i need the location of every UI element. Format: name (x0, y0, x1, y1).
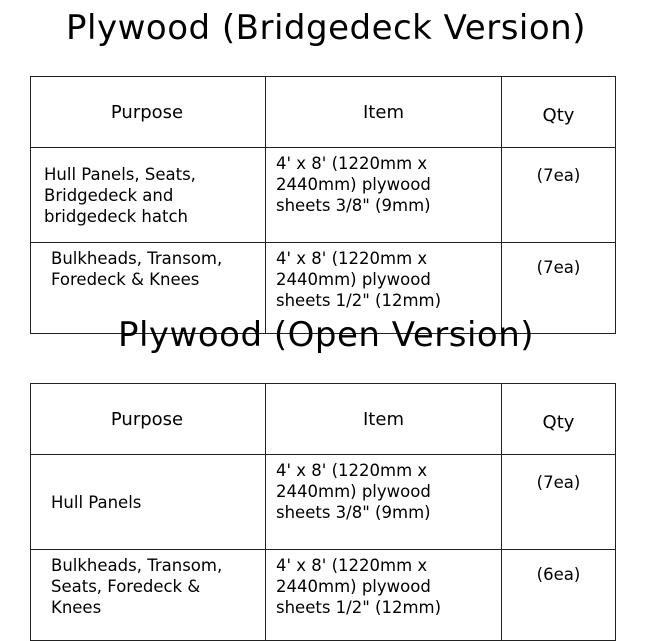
table-row (31, 550, 616, 641)
table-header-row (31, 77, 616, 148)
purpose-cell: Bulkheads, Transom, Seats, Foredeck & Knees (31, 550, 266, 641)
qty-cell: (7ea) (502, 455, 616, 550)
section-title-open: Plywood (Open Version) (117, 315, 535, 355)
qty-cell: (7ea) (502, 243, 616, 334)
item-cell: 4' x 8' (1220mm x 2440mm) plywood sheets 1/2" (12mm) (266, 550, 502, 641)
header-item: Item (266, 77, 502, 148)
header-qty: Qty (502, 77, 616, 148)
plywood-table-open (30, 383, 616, 641)
item-cell: 4' x 8' (1220mm x 2440mm) plywood sheets 1/2" (12mm) (266, 243, 502, 334)
header-purpose: Purpose (31, 77, 266, 148)
header-qty: Qty (502, 384, 616, 455)
item-cell: 4' x 8' (1220mm x 2440mm) plywood sheets 3/8" (9mm) (266, 148, 502, 243)
purpose-cell: Hull Panels, Seats, Bridgedeck and bridgedeck hatch (31, 148, 266, 243)
purpose-cell: Hull Panels (31, 455, 266, 550)
qty-cell: (7ea) (502, 148, 616, 243)
qty-cell: (6ea) (502, 550, 616, 641)
header-item: Item (266, 384, 502, 455)
purpose-cell: Bulkheads, Transom, Foredeck & Knees (31, 243, 266, 334)
item-cell: 4' x 8' (1220mm x 2440mm) plywood sheets 3/8" (9mm) (266, 455, 502, 550)
table-row (31, 148, 616, 243)
header-purpose: Purpose (31, 384, 266, 455)
table-row (31, 455, 616, 550)
table-header-row (31, 384, 616, 455)
plywood-table-bridgedeck (30, 76, 616, 334)
section-title-bridgedeck: Plywood (Bridgedeck Version) (66, 8, 586, 48)
